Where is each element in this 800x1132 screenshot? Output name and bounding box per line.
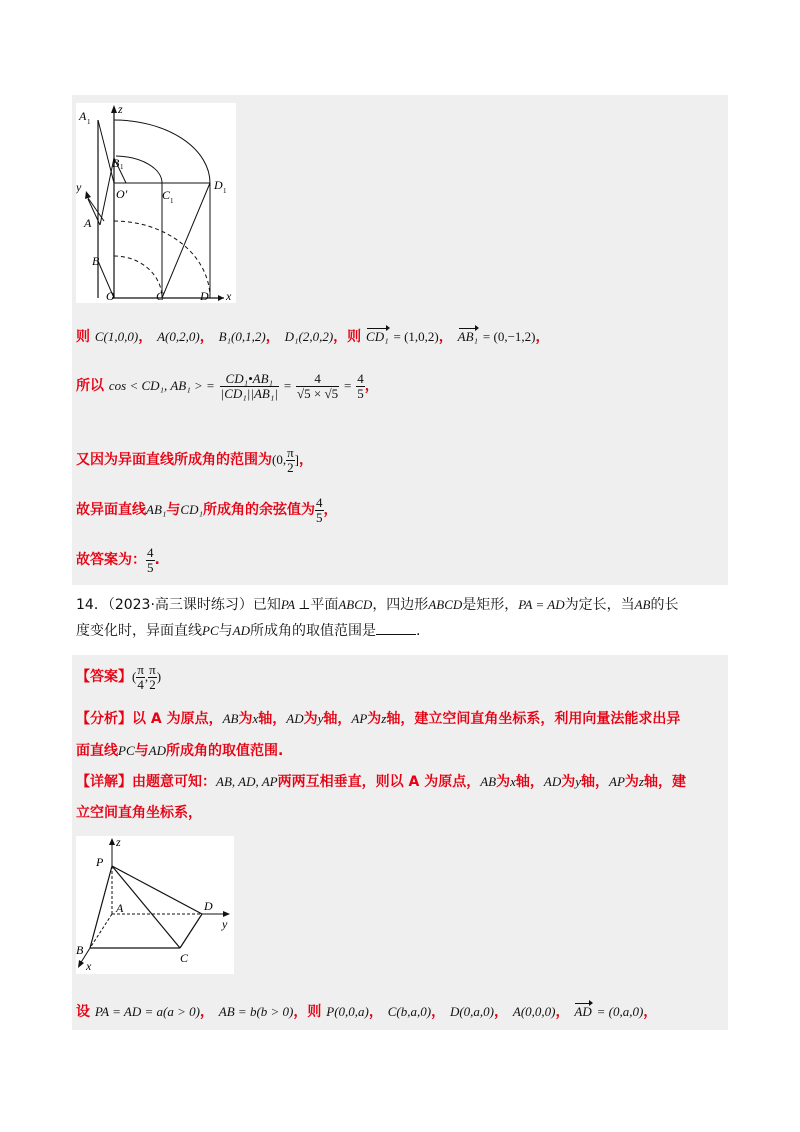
label-C: C — [180, 951, 189, 965]
label-O-prime: O′ — [116, 187, 128, 201]
label-B: B — [92, 254, 100, 268]
svg-text:1: 1 — [87, 118, 91, 126]
label-D: D — [200, 289, 209, 303]
label-B1: B — [112, 156, 120, 170]
vector-AB1: AB₁ — [457, 329, 479, 344]
fraction-sqrt: $\frac{4}{√5 \times √5}$ — [297, 371, 339, 401]
label-y: y — [76, 180, 82, 194]
answer-label: 【答案】 — [76, 669, 132, 686]
vector-AD: AD — [574, 1004, 592, 1019]
label-A: A — [116, 901, 124, 915]
label-P: P — [96, 855, 104, 869]
figure1-svg — [76, 103, 236, 303]
label-D1: D — [214, 178, 223, 192]
figure-quarter-cylinder — [76, 103, 236, 303]
cosine-line: 所以 cos < CD₁, AB₁ > = $\frac{\text{CD₁•AB₁}}{\text{|CD₁||AB₁|}}$ = $\frac{4}{√5 \times √5}$ = $\frac{4}{5}$ ， — [76, 371, 379, 401]
analysis-line-1: 【分析】以 A 为原点，AB为x轴，AD为y轴，AP为z轴，建立空间直角坐标系，利用向量法能求出异 — [76, 711, 681, 727]
question-14: 14．（2023·高三课时练习）已知PA ⊥平面ABCD，四边形ABCD是矩形，PA = AD为定长，当AB的长 度变化时，异面直线PC与AD所成角的取值范围是 . — [76, 597, 679, 639]
final-answer-line: 故答案为： $\frac{4}{5}$ . — [76, 545, 160, 575]
label-O: O — [106, 289, 115, 303]
label-x: x — [226, 289, 232, 303]
fraction-pi-half: $\frac{\pi}{2}$ — [287, 445, 294, 475]
label-x: x — [86, 959, 92, 973]
label-A: A — [84, 216, 92, 230]
svg-text:1: 1 — [120, 163, 124, 171]
label-C: C — [156, 289, 165, 303]
setup-line: 设 PA = AD = a(a > 0)， AB = b(b > 0)，则 P(0,0,a)， C(b,a,0)， D(0,a,0)， A(0,0,0)， AD = (0,a,0)， — [76, 1004, 658, 1020]
label-z: z — [118, 103, 123, 116]
point-B1: B₁(0,1,2) — [218, 329, 266, 344]
analysis-line-2: 面直线PC与AD所成角的取值范围. — [76, 743, 284, 759]
fraction-answer: $\frac{4}{5}$ — [147, 545, 154, 575]
point-D1: D₁(2,0,2) — [284, 329, 334, 344]
figure-pyramid — [76, 836, 234, 974]
point-C: C(1,0,0) — [94, 329, 139, 344]
fraction-dot-product: $\frac{\text{CD₁•AB₁}}{\text{|CD₁||AB₁|}}$ — [220, 371, 278, 401]
answer-line: 【答案】( $\frac{\pi}{4}$ , $\frac{\pi}{2}$ ) — [76, 662, 162, 692]
fraction-result: $\frac{4}{5}$ — [357, 371, 364, 401]
detail-line-1: 【详解】由题意可知：AB, AD, AP两两互相垂直，则以 A 为原点，AB为x轴，AD为y轴，AP为z轴，建 — [76, 774, 686, 790]
angle-range-line: 又因为异面直线所成角的范围为(0, $\frac{\pi}{2}$ ]， — [76, 445, 314, 475]
svg-text:1: 1 — [170, 197, 174, 205]
detail-label: 【详解】 — [76, 774, 132, 790]
conclusion-line: 故异面直线AB₁与CD₁所成角的余弦值为 $\frac{4}{5}$ ， — [76, 495, 338, 525]
label-B: B — [76, 943, 84, 957]
figure2-svg — [76, 836, 234, 974]
point-A: A(0,2,0) — [157, 329, 200, 344]
detail-line-2: 立空间直角坐标系， — [76, 805, 202, 821]
fraction-four-fifths: $\frac{4}{5}$ — [316, 495, 323, 525]
svg-text:1: 1 — [223, 187, 227, 195]
analysis-label: 【分析】 — [76, 711, 132, 727]
label-D: D — [204, 899, 213, 913]
label-A1: A — [79, 109, 87, 123]
coords-line: 则 C(1,0,0)， A(0,2,0)， B₁(0,1,2)， D₁(2,0,2)，则 CD₁ = (1,0,2)， AB₁ = (0,−1,2)， — [76, 329, 550, 345]
vector-CD1: CD₁ — [366, 329, 389, 344]
label-y: y — [222, 917, 228, 931]
label-C1: C — [162, 188, 171, 202]
label-z: z — [116, 836, 121, 849]
answer-blank — [376, 621, 416, 635]
